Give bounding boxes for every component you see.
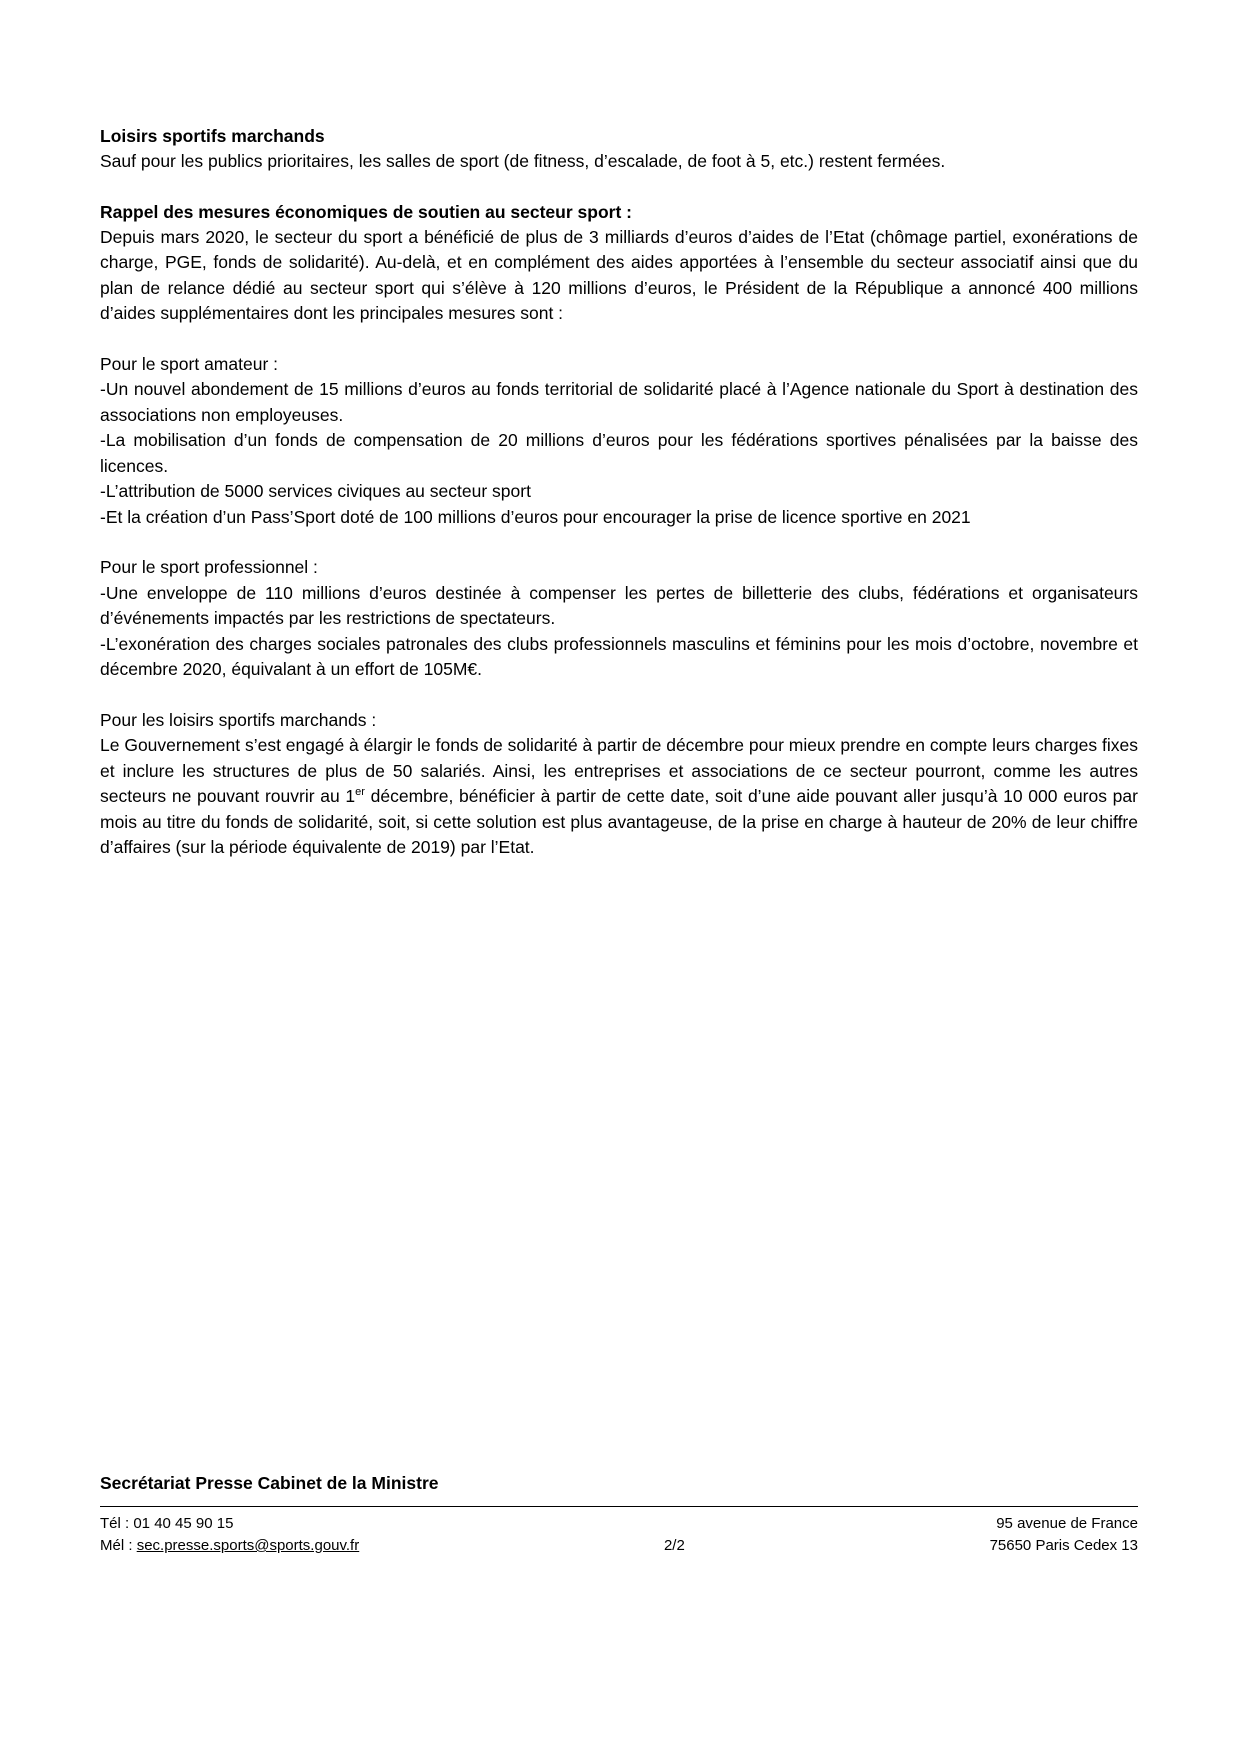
block-item: -L’exonération des charges sociales patronales des clubs professionnels masculins et féminins pour les mois d’octobre, novembre et décembre 2020, équivalant à un effort de 105M€. (100, 633, 1138, 679)
spacer (100, 683, 1138, 708)
block-item: -L’attribution de 5000 services civiques au secteur sport (100, 481, 531, 501)
section-paragraph: Sauf pour les publics prioritaires, les salles de sport (de fitness, d’escalade, de foot à 5, etc.) restent fermées. (100, 151, 946, 171)
footer-contact (100, 1513, 359, 1557)
block-loisirs-sportifs-marchands (100, 708, 1138, 861)
section-paragraph: Depuis mars 2020, le secteur du sport a bénéficié de plus de 3 milliards d’euros d’aides de l’Etat (chômage partiel, exonérations de charge, PGE, fonds de solidarité). Au-delà, et en complément des aides apportées à l’ensemble du secteur associatif ainsi que du plan de relance dédié au secteur sport qui s’élève à 120 millions d’euros, le Président de la République a annoncé 400 millions d’aides supplémentaires dont les principales mesures sont : (100, 226, 1138, 323)
block-item: -Un nouvel abondement de 15 millions d’euros au fonds territorial de solidarité placé à l’Agence nationale du Sport à destination des associations non employeuses. (100, 379, 1138, 425)
spacer (100, 175, 1138, 200)
section-loisirs-sportifs-marchands (100, 124, 1138, 175)
footer-address-line1: 95 avenue de France (996, 1515, 1138, 1532)
paragraph-text-part2: décembre, bénéficier à partir de cette date, soit d’une aide pouvant aller jusqu’à 10 000 euros par mois au titre du fonds de solidarité, soit, si cette solution est plus avantageuse, de la prise en charge à hauteur de 20% de leur chiffre d’affaires (sur la période équivalente de 2019) par l’Etat. (100, 786, 1138, 857)
block-item: -Une enveloppe de 110 millions d’euros destinée à compenser les pertes de billetterie des clubs, fédérations et organisateurs d’événements impactés par les restrictions de spectateurs. (100, 582, 1138, 628)
section-heading: Loisirs sportifs marchands (100, 126, 325, 146)
footer-columns (100, 1513, 1138, 1557)
ordinal-superscript: er (355, 786, 365, 799)
footer-divider (100, 1506, 1138, 1507)
block-item: -La mobilisation d’un fonds de compensation de 20 millions d’euros pour les fédérations sportives pénalisées par la baisse des licences. (100, 430, 1138, 476)
spacer (100, 530, 1138, 555)
footer-mail-label: Mél : (100, 1537, 137, 1554)
paragraph-text-part1: Le Gouvernement s’est engagé à élargir le fonds de solidarité à partir de décembre pour mieux prendre en compte leurs charges fixes et inclure les structures de plus de 50 salariés. Ainsi, les entreprises et associations de ce secteur pourront, comme les autres secteurs ne pouvant rouvrir au 1 (100, 735, 1138, 806)
page-footer (100, 1472, 1138, 1557)
block-intro: Pour les loisirs sportifs marchands : (100, 709, 377, 730)
section-heading: Rappel des mesures économiques de soutien au secteur sport : (100, 201, 632, 222)
spacer (100, 327, 1138, 352)
footer-page-number: 2/2 (663, 1537, 685, 1554)
block-paragraph (100, 733, 1138, 861)
block-item: -Et la création d’un Pass’Sport doté de 100 millions d’euros pour encourager la prise de licence sportive en 2021 (100, 506, 971, 527)
section-rappel-mesures-economiques (100, 200, 1138, 327)
block-intro: Pour le sport professionnel : (100, 557, 318, 577)
footer-mail-line (100, 1535, 359, 1557)
footer-title: Secrétariat Presse Cabinet de la Ministre (100, 1473, 439, 1493)
block-sport-amateur (100, 352, 1138, 531)
footer-address (990, 1513, 1138, 1557)
block-sport-professionnel (100, 555, 1138, 683)
block-intro: Pour le sport amateur : (100, 353, 278, 374)
footer-address-line2: 75650 Paris Cedex 13 (989, 1537, 1138, 1554)
footer-phone: Tél : 01 40 45 90 15 (100, 1515, 234, 1532)
footer-mail-link[interactable]: sec.presse.sports@sports.gouv.fr (136, 1537, 360, 1554)
document-content (100, 124, 1138, 861)
